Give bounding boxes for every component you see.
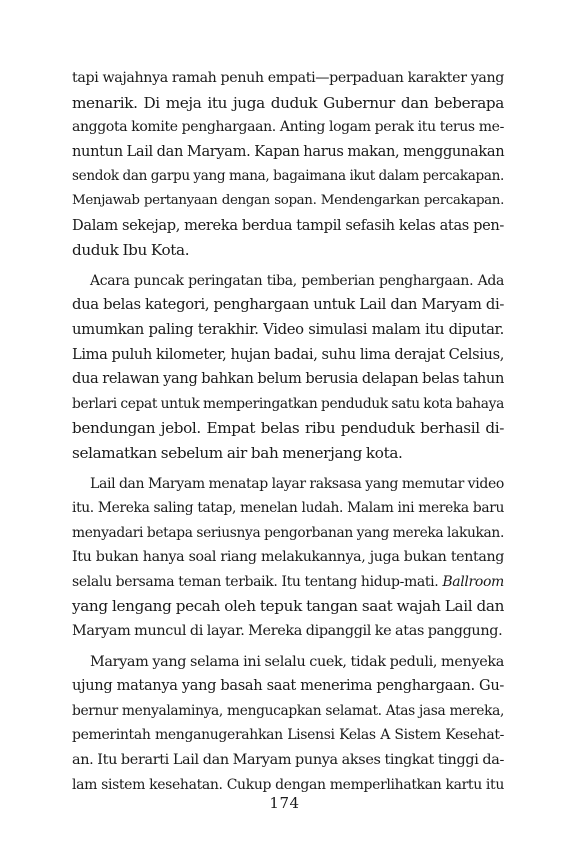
text-line: itu. Mereka saling tatap, menelan ludah. Malam ini mereka baru — [72, 500, 504, 517]
paragraph-2 — [72, 269, 504, 466]
page-number: 174 — [269, 794, 300, 812]
text-line: umumkan paling terakhir. Video simulasi malam itu diputar. — [72, 320, 504, 338]
text-line: Lima puluh kilometer, hujan badai, suhu lima derajat Celsius, — [72, 345, 504, 363]
text-line-with-italic — [72, 570, 504, 595]
text-line: selamatkan sebelum air bah menerjang kota. — [72, 443, 403, 462]
text-line: bernur menyalaminya, mengucapkan selamat. Atas jasa mereka, — [72, 702, 504, 719]
text-line: tapi wajahnya ramah penuh empati—perpaduan karakter yang — [72, 70, 504, 86]
text-line: an. Itu berarti Lail dan Maryam punya akses tingkat tinggi da- — [72, 752, 504, 769]
text-line: bendungan jebol. Empat belas ribu penduduk berhasil di- — [72, 419, 504, 438]
text-line: nuntun Lail dan Maryam. Kapan harus makan, menggunakan — [72, 142, 505, 160]
text-line: Menjawab pertanyaan dengan sopan. Mendengarkan percakapan. — [72, 192, 504, 208]
text-line: dua relawan yang bahkan belum berusia delapan belas tahun — [72, 370, 504, 388]
text-line: berlari cepat untuk memperingatkan penduduk satu kota bahaya — [72, 395, 504, 412]
text-line: Acara puncak peringatan tiba, pemberian penghargaan. Ada — [90, 272, 504, 289]
text-line: pemerintah menganugerahkan Lisensi Kelas A Sistem Kesehat- — [72, 727, 504, 744]
text-line: Lail dan Maryam menatap layar raksasa yang memutar video — [90, 475, 504, 492]
text-line: Maryam muncul di layar. Mereka dipanggil ke atas panggung. — [72, 623, 503, 640]
paragraph-1 — [72, 66, 504, 263]
text-line: anggota komite penghargaan. Anting logam perak itu terus me- — [72, 119, 504, 136]
text-line: duduk Ibu Kota. — [72, 241, 190, 260]
text-line: ujung matanya yang basah saat menerima penghargaan. Gu- — [72, 677, 504, 695]
text-line: Maryam yang selama ini selalu cuek, tidak peduli, menyeka — [90, 653, 504, 670]
text-line: sendok dan garpu yang mana, bagaimana ikut dalam percakapan. — [72, 168, 504, 185]
text-line: Itu bukan hanya soal riang melakukannya, juga bukan tentang — [72, 549, 504, 566]
page-body — [72, 66, 504, 803]
text-line-segment: selalu bersama teman terbaik. Itu tentang hidup-mati. — [72, 573, 439, 590]
text-line: lam sistem kesehatan. Cukup dengan memperlihatkan kartu itu — [72, 776, 504, 793]
text-line: menyadari betapa seriusnya pengorbanan yang mereka lakukan. — [72, 524, 504, 541]
text-line: yang lengang pecah oleh tepuk tangan saat wajah Lail dan — [72, 597, 504, 616]
paragraph-3 — [72, 472, 504, 644]
text-line: dua belas kategori, penghargaan untuk Lail dan Maryam di- — [72, 296, 504, 314]
paragraph-4 — [72, 650, 504, 798]
text-line: menarik. Di meja itu juga duduk Gubernur dan beberapa — [72, 93, 504, 112]
text-line: Dalam sekejap, mereka berdua tampil sefasih kelas atas pen- — [72, 216, 504, 234]
italic-word: Ballroom — [442, 573, 504, 590]
